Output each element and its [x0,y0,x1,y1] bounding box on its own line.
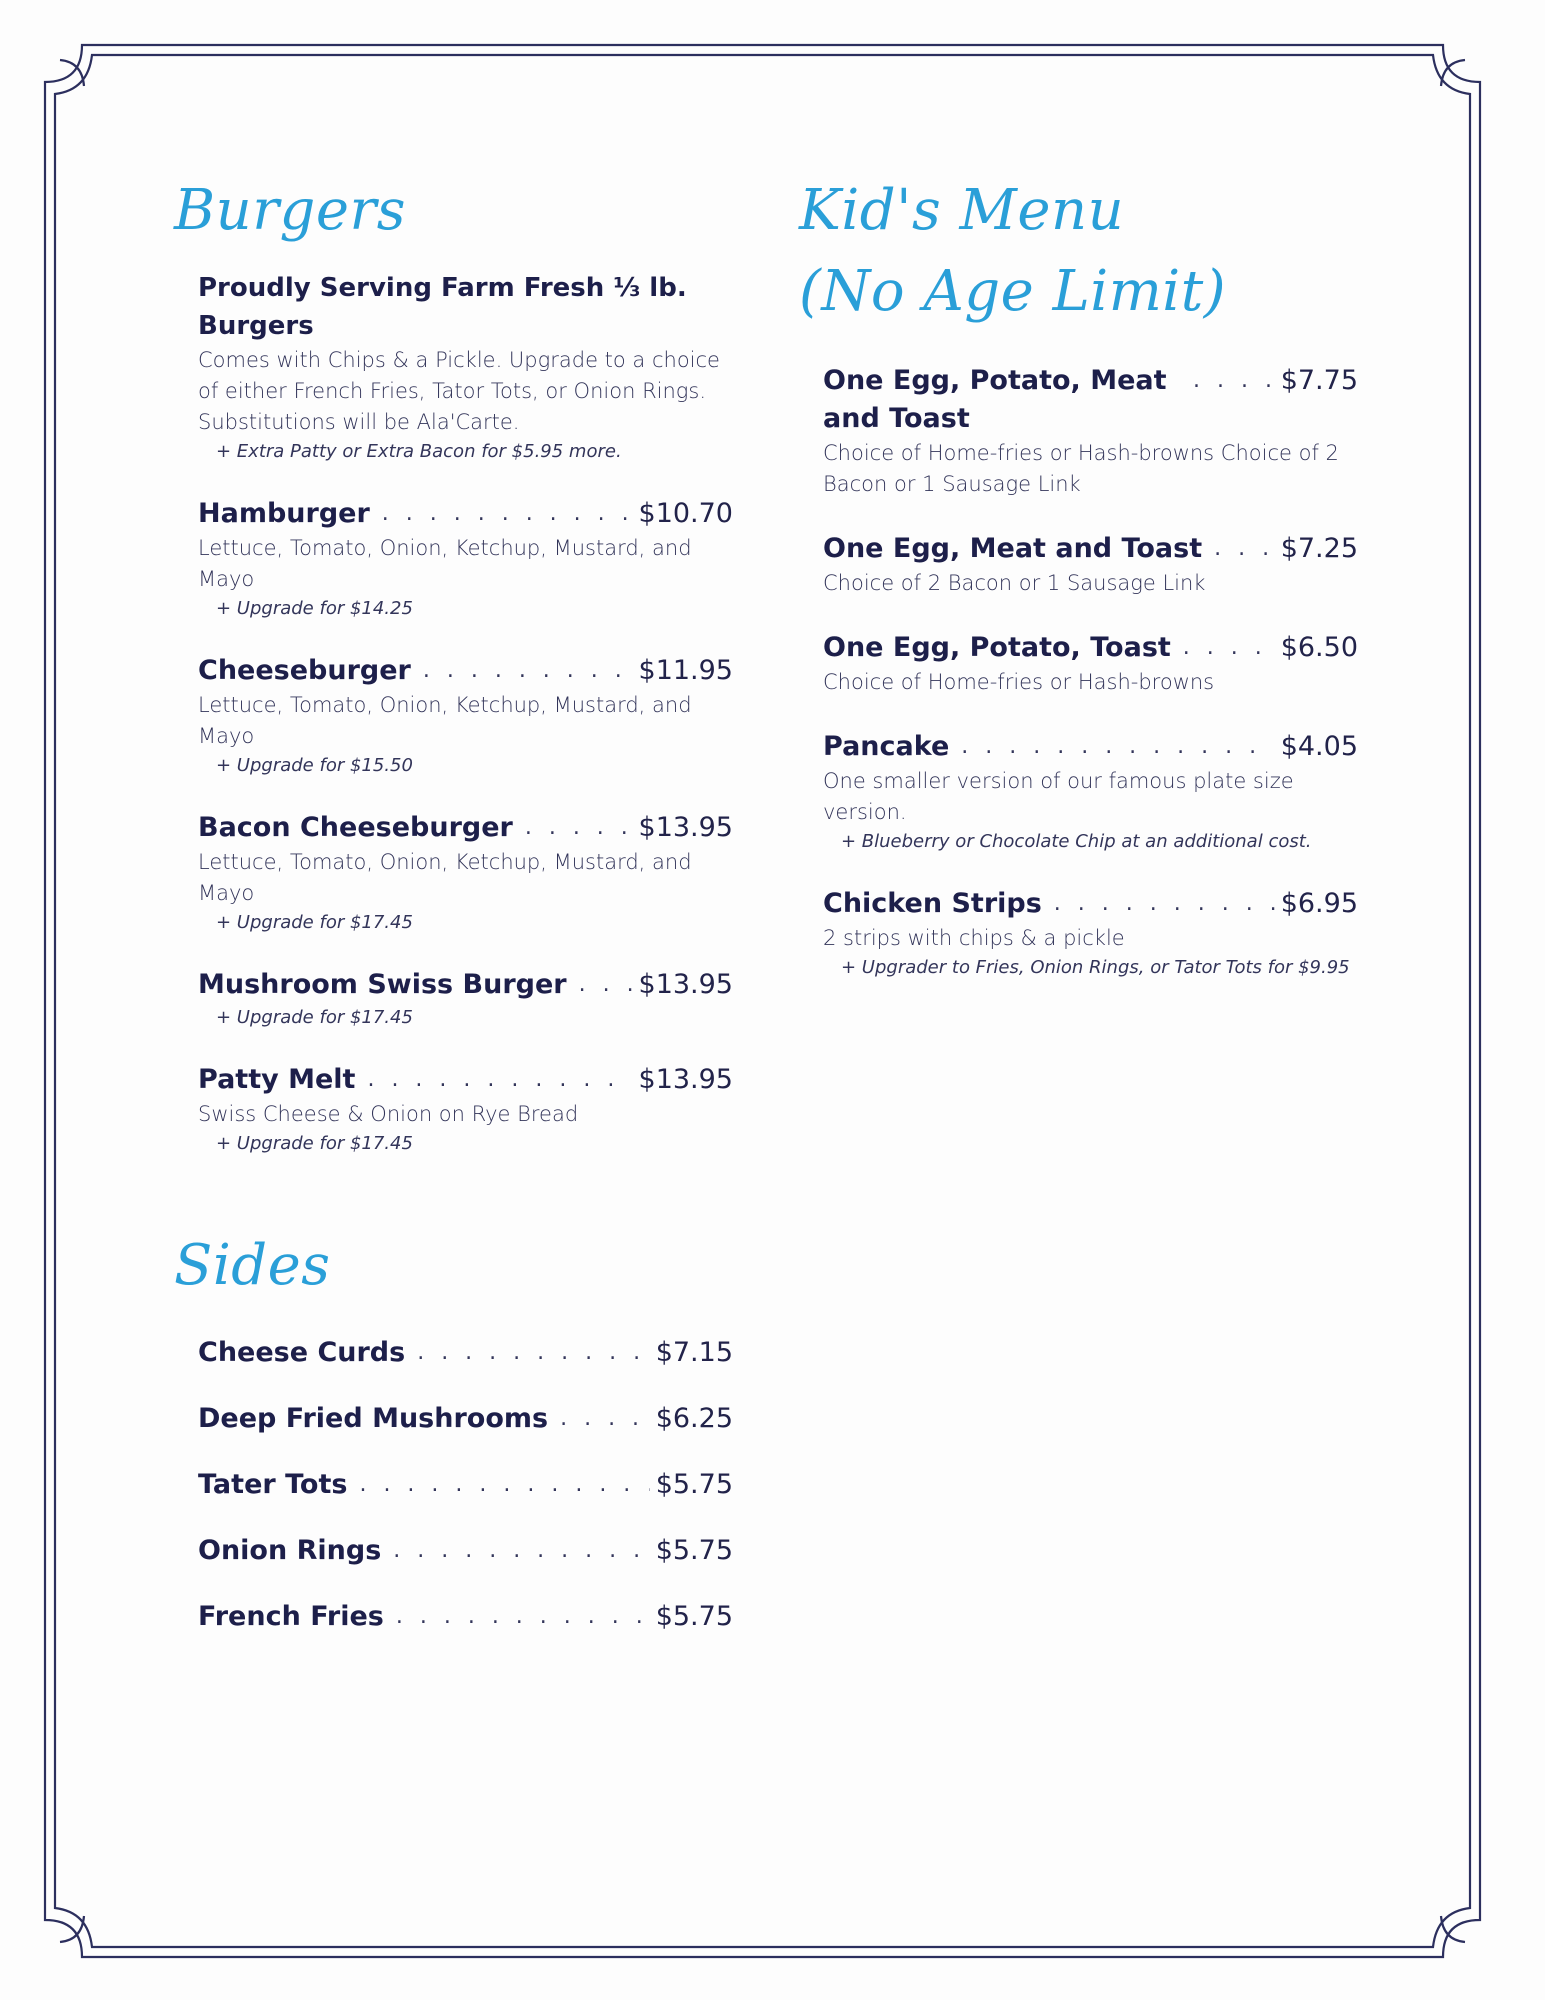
sides-heading: Sides [174,1233,331,1298]
dot-leader [359,1466,649,1504]
kids-menu-section [799,170,1358,981]
item-description: Lettuce, Tomato, Onion, Ketchup, Mustard, and Mayo [198,693,692,749]
item-name: Patty Melt [198,1064,356,1096]
item-price: $5.75 [655,1535,733,1567]
side-item-cheese-curds [198,1334,733,1372]
dot-leader [417,1334,650,1372]
menu-item-pancake [823,728,1358,855]
item-note: + Upgrade for $17.45 [216,1133,413,1155]
item-price: $6.95 [1280,888,1358,920]
menu-item-egg-meat-toast [823,530,1358,599]
item-note: + Upgrade for $17.45 [216,1007,413,1029]
item-price: $10.70 [638,498,733,530]
burgers-intro-heading: Proudly Serving Farm Fresh ⅓ lb. Burgers [198,273,687,342]
item-price: $4.05 [1280,731,1358,763]
dot-leader [1193,362,1275,400]
menu-item-chicken-strips [823,885,1358,981]
item-description: Choice of Home-fries or Hash-browns [823,670,1215,695]
item-price: $7.15 [655,1337,733,1369]
item-note: + Blueberry or Chocolate Chip at an additional cost. [841,831,1312,853]
menu-item-hamburger [198,495,733,622]
item-description: Lettuce, Tomato, Onion, Ketchup, Mustard, and Mayo [198,850,692,906]
item-note: + Upgrader to Fries, Onion Rings, or Tator Tots for $9.95 [841,957,1350,979]
kids-menu-heading-line2: (No Age Limit) [799,259,1227,325]
item-name: Pancake [823,731,950,763]
dot-leader [393,1532,649,1570]
item-name: Chicken Strips [823,888,1042,920]
kids-menu-heading [799,170,1334,332]
dot-leader [961,728,1274,766]
dot-leader [525,809,633,847]
item-price: $5.75 [655,1601,733,1633]
item-name: Deep Fried Mushrooms [198,1403,549,1435]
item-name: One Egg, Potato, Toast [823,632,1171,664]
item-note: + Upgrade for $17.45 [216,912,413,934]
item-description: One smaller version of our famous plate size version. [823,769,1294,825]
menu-item-bacon-cheeseburger [198,809,733,936]
burgers-heading: Burgers [174,178,406,243]
menu-item-mushroom-swiss-burger [198,966,733,1031]
item-name: French Fries [198,1601,384,1633]
item-note: + Upgrade for $14.25 [216,598,413,620]
burgers-section [174,170,733,1157]
item-price: $7.25 [1280,533,1358,565]
menu-item-egg-potato-toast [823,629,1358,698]
dot-leader [367,1061,632,1099]
dot-leader [382,495,633,533]
kids-menu-heading-line1: Kid's Menu [799,178,1125,243]
side-item-french-fries [198,1598,733,1636]
dot-leader [1214,530,1275,568]
side-item-deep-fried-mushrooms [198,1400,733,1438]
dot-leader [396,1598,650,1636]
dot-leader [423,652,633,690]
item-price: $6.25 [655,1403,733,1435]
item-price: $7.75 [1280,365,1358,397]
item-description: Lettuce, Tomato, Onion, Ketchup, Mustard, and Mayo [198,536,692,592]
dot-leader [1183,629,1275,667]
item-description: 2 strips with chips & a pickle [823,926,1125,951]
item-name: Bacon Cheeseburger [198,812,513,844]
item-price: $13.95 [638,969,733,1001]
item-description: Choice of Home-fries or Hash-browns Choice of 2 Bacon or 1 Sausage Link [823,441,1339,497]
item-price: $13.95 [638,812,733,844]
side-item-onion-rings [198,1532,733,1570]
menu-item-cheeseburger [198,652,733,779]
item-description: Swiss Cheese & Onion on Rye Bread [198,1102,579,1127]
dot-leader [560,1400,650,1438]
item-name: Cheeseburger [198,655,411,687]
menu-item-egg-potato-meat-toast [823,362,1358,500]
burgers-intro-note: + Extra Patty or Extra Bacon for $5.95 more. [216,441,622,463]
item-price: $13.95 [638,1064,733,1096]
side-item-tater-tots [198,1466,733,1504]
burgers-intro-description: Comes with Chips & a Pickle. Upgrade to a choice of either French Fries, Tator Tots, or Onion Rings. Substitutions will be Ala'Carte. [198,348,720,435]
item-name: Onion Rings [198,1535,382,1567]
sides-section [174,1225,733,1636]
item-name: Mushroom Swiss Burger [198,969,567,1001]
item-name: Hamburger [198,498,370,530]
item-price: $11.95 [638,655,733,687]
menu-item-patty-melt [198,1061,733,1157]
item-note: + Upgrade for $15.50 [216,755,413,777]
item-price: $5.75 [655,1469,733,1501]
dot-leader [579,966,633,1004]
item-name: Tater Tots [198,1469,348,1501]
item-price: $6.50 [1280,632,1358,664]
dot-leader [1054,885,1275,923]
item-name: One Egg, Meat and Toast [823,533,1203,565]
item-name: Cheese Curds [198,1337,406,1369]
item-name: One Egg, Potato, Meat and Toast [823,365,1167,435]
item-description: Choice of 2 Bacon or 1 Sausage Link [823,571,1206,596]
